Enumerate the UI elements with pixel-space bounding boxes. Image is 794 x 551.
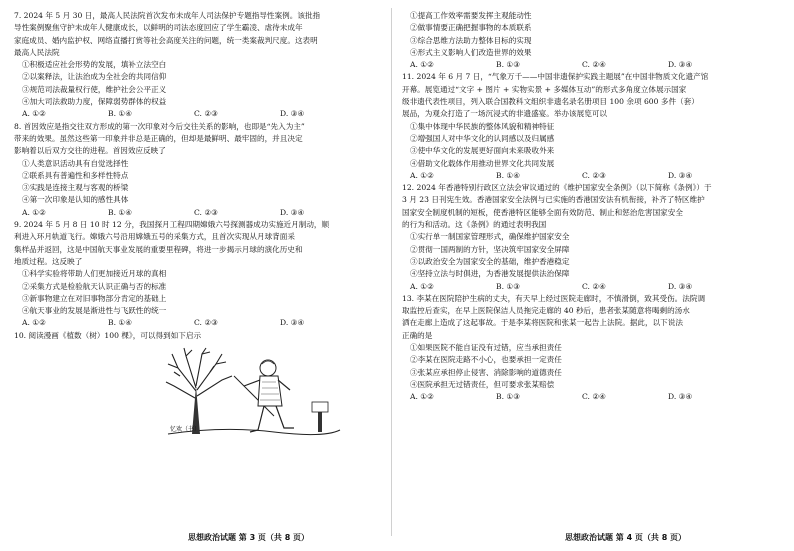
question-13-choice-d: D. ③④ [668,392,693,402]
question-13-choices [402,391,777,403]
question-8-choice-a: A. ①② [22,207,46,217]
question-13-choice-c: C. ②④ [582,392,606,402]
question-12-stem-line-2: 3 月 23 日刊宪生效。香港国家安全法例与已实施的香港国安法有机衔接，补齐了特区维护 [402,195,705,205]
question-9-option-4: ④航天事业的发展是渐进性与飞跃性的统一 [22,306,167,316]
question-7 [14,10,386,121]
question-10-stem-line-1: 10. 阅读漫画《植数（树）100 棵》，可以得到如下启示 [14,330,202,340]
question-12-option-1: ①实行单一制国家管理形式，确保维护国家安全 [410,232,570,242]
question-8-stem-line-2: 带来的效果。虽然这些第一印象并非总是正确的，但却是最鲜明、最牢固的，并且决定 [14,133,303,143]
question-12-option-4: ④坚持立法与时俱进，为香港发展提供法治保障 [410,269,570,279]
cartoon-caption: 忆欢（书） [170,426,201,434]
page-divider [391,8,392,536]
cartoon-illustration [164,346,344,441]
question-12-choice-d: D. ③④ [668,281,693,291]
question-10-option-4: ④形式主义影响人们改造世界的效果 [410,47,532,57]
question-10-choice-d: D. ③④ [668,60,693,70]
question-7-stem-line-3: 家庭成员、婚内监护权、网络直播打赏等社会高度关注的问题，统一类案裁判尺度。这表明 [14,35,318,45]
question-10-choices [402,59,777,71]
question-8-choice-b: B. ①④ [108,207,133,217]
question-8-choice-c: C. ②③ [194,207,218,217]
question-9-stem-line-3: 集样品并返回，这是中国航天事业发展的重要里程碑，将进一步揭示月球的演化历史和 [14,244,303,254]
question-13-option-2: ②李某在医院走路不小心，也要承担一定责任 [410,355,562,365]
question-7-choice-d: D. ③④ [280,109,305,119]
right-page [402,10,777,404]
question-12-stem-line-3: 国家安全制度机制的短板，使香港特区能够全面有效防范、制止和惩治危害国家安全 [402,207,683,217]
question-9-option-2: ②采集方式是检验航天认识正确与否的标准 [22,281,167,291]
question-12-choice-a: A. ①② [410,281,434,291]
question-12-choice-b: B. ①③ [496,281,521,291]
question-10-option-3: ③综合思维方法助力整体目标的实现 [410,35,532,45]
page-footer-right: 思想政治试题 第 4 页（共 8 页） [565,533,687,542]
question-9-option-3: ③新事物建立在对旧事物部分肯定的基础上 [22,293,167,303]
question-13 [402,293,777,404]
question-13-option-1: ①如果医院不能自证没有过错，应当承担责任 [410,343,562,353]
question-7-stem-line-1: 7. 2024 年 5 月 30 日，最高人民法院首次发布未成年人司法保护专题指导性案例。该批指 [14,11,321,20]
question-9-stem-line-4: 地质过程。这反映了 [14,256,83,266]
question-7-option-4: ④加大司法救助力度，保障弱势群体的权益 [22,97,167,107]
question-11 [402,71,777,182]
question-11-choices [402,170,777,182]
question-7-stem-line-2: 导性案例聚焦守护未成年人健康成长，以鲜明的司法态度回应了学生霸凌、虐待未成年 [14,23,303,33]
question-9 [14,219,386,330]
question-12-stem-line-1: 12. 2024 年香港特别行政区立法会审议通过的《维护国家安全条例》（以下简称《条例》）于 [402,183,712,193]
page-footer-left: 思想政治试题 第 3 页（共 8 页） [188,533,310,542]
question-10-choice-b: B. ①③ [496,60,521,70]
question-9-option-1: ①科学实验将带助人们更加接近月球的真相 [22,269,167,279]
question-7-option-3: ③规范司法裁量权行使，维护社会公平正义 [22,84,167,94]
question-7-choice-c: C. ②③ [194,109,218,119]
question-13-choice-a: A. ①② [410,392,434,402]
question-12-choices [402,281,777,293]
question-11-choice-b: B. ①④ [496,170,521,180]
question-8 [14,121,386,219]
question-8-choices [14,207,386,219]
question-12-option-2: ②贯彻一国两制的方针，坚决筑牢国家安全屏障 [410,244,570,254]
question-13-stem-line-1: 13. 李某在医院陪护生病的丈夫，有天早上经过医院走廊时，不慎滑倒，致其受伤。法院调 [402,293,706,303]
question-9-stem-line-2: 利进入环月轨道飞行。嫦娥六号沿用嫦娥五号的采集方式，且首次实现从月球背面采 [14,232,295,242]
question-10-continued [402,10,777,71]
question-10 [14,330,386,441]
question-11-option-4: ④借助文化载体作用推动世界文化共同发展 [410,158,555,168]
question-7-stem-line-4: 最高人民法院 [14,47,60,57]
question-7-option-2: ②以案释法，让法治成为全社会的共同信仰 [22,72,167,82]
question-10-choice-a: A. ①② [410,60,434,70]
question-7-choices [14,108,386,120]
question-11-stem-line-4: 展品，为观众打造了一场沉浸式的非遗盛宴。举办该展览可以 [402,109,608,119]
question-10-choice-c: C. ②④ [582,60,606,70]
question-11-stem-line-1: 11. 2024 年 6 月 7 日，“气象万千——中国非遗保护实践主题展”在中国非物质文化遗产馆 [402,72,709,82]
question-8-option-4: ④第一次印象是认知的感性具体 [22,195,129,205]
question-8-stem-line-3: 影响着以后双方交往的进程。首因效应反映了 [14,146,166,156]
question-9-choice-d: D. ③④ [280,318,305,328]
question-8-stem-line-1: 8. 首因效应是指交往双方形成的第一次印象对今后交往关系的影响，也即是“先入为主” [14,121,305,131]
question-13-choice-b: B. ①③ [496,392,521,402]
question-13-stem-line-4: 正确的是 [402,330,433,340]
question-8-option-1: ①人类意识活动具有自觉选择性 [22,158,129,168]
question-11-option-1: ①集中体现中华民族的整体风貌和精神特征 [410,121,555,131]
question-7-choice-a: A. ①② [22,109,46,119]
question-12-stem-line-4: 的行为和活动。这《条例》的通过表明我国 [402,220,547,230]
question-7-option-1: ①积极适应社会形势的发展，填补立法空白 [22,60,167,70]
question-11-choice-d: D. ③④ [668,170,693,180]
question-8-option-3: ③实践是连接主观与客观的桥梁 [22,183,129,193]
question-13-stem-line-3: 洒在走廊上造成了这起事故。于是李某将医院和张某一起告上法院。据此，以下说法 [402,318,683,328]
question-8-choice-d: D. ③④ [280,207,305,217]
question-11-stem-line-3: 级非遗代表性项目，列入联合国教科文组织非遗名录名册项目 100 余项 600 多件（套） [402,97,699,107]
question-11-option-2: ②增强国人对中华文化的认同感以及归属感 [410,133,555,143]
question-11-choice-a: A. ①② [410,170,434,180]
left-page [14,10,386,441]
question-10-option-2: ②做事情要正确把握事物的本质联系 [410,23,532,33]
question-9-choice-c: C. ②③ [194,318,218,328]
question-8-option-2: ②联系具有普遍性和多样性特点 [22,170,129,180]
question-13-stem-line-2: 取监控后查实，在早上医院保洁人员拖完走廊的 40 秒后，患者张某随意将喝剩的汤水 [402,306,690,316]
question-9-stem-line-1: 9. 2024 年 5 月 8 日 10 时 12 分，我国探月工程四期嫦娥六号探测器成功实施近月制动，顺 [14,220,330,230]
question-11-choice-c: C. ②③ [582,170,606,180]
question-12-option-3: ③以政治安全为国家安全的基础，维护香港稳定 [410,256,570,266]
question-10-option-1: ①提高工作效率需要发挥主观能动性 [410,11,532,20]
question-12-choice-c: C. ②④ [582,281,606,291]
question-9-choices [14,317,386,329]
question-11-stem-line-2: 开幕。展览通过“文字 + 图片 + 实物实景 + 多媒体互动”的形式多角度立体展示国家 [402,84,687,94]
question-9-choice-b: B. ①④ [108,318,133,328]
question-12 [402,182,777,293]
question-11-option-3: ③使中华文化的发展更好面向未来吸收外来 [410,146,555,156]
question-13-option-3: ③张某应承担停止侵害、消除影响的道德责任 [410,367,562,377]
question-9-choice-a: A. ①② [22,318,46,328]
question-13-option-4: ④医院承担无过错责任，但可要求张某赔偿 [410,379,555,389]
question-7-choice-b: B. ①④ [108,109,133,119]
